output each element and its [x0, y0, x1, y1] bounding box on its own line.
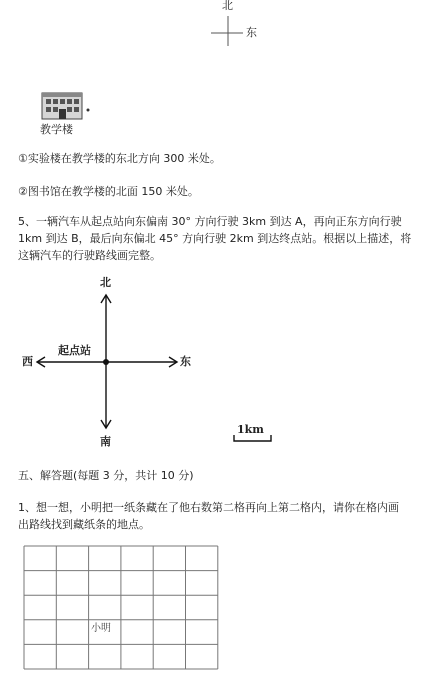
question5-line-3: 这辆汽车的行驶路线画完整。 [18, 249, 161, 262]
origin-label: 起点站 [58, 344, 91, 357]
building-label: 教学楼 [40, 123, 73, 136]
section-title: 五、解答题(每题 3 分，共计 10 分) [18, 469, 194, 482]
map-question-line-2: 出路线找到藏纸条的地点。 [18, 518, 150, 531]
statement-2: ②图书馆在教学楼的北面 150 米处。 [18, 185, 199, 198]
map-question-line-1: 1、想一想，小明把一纸条藏在了他右数第二格再向上第二格内，请你在格内画 [18, 501, 399, 514]
compass-south-label: 南 [100, 435, 111, 448]
origin-point [103, 359, 109, 365]
compass-west-label: 西 [22, 355, 33, 368]
statement-1: ①实验楼在教学楼的东北方向 300 米处。 [18, 152, 221, 165]
top-east-label: 东 [246, 26, 257, 39]
west-arrowhead [37, 357, 45, 367]
grid-label-xiaoming: 小明 [91, 623, 111, 634]
north-arrowhead [101, 295, 111, 303]
top-north-label: 北 [222, 0, 233, 12]
scale-label: 1km [237, 423, 264, 436]
question5-line-1: 5、一辆汽车从起点站向东偏南 30° 方向行驶 3km 到达 A，再向正东方向行驶 [18, 215, 402, 228]
question5-line-2: 1km 到达 B，最后向东偏北 45° 方向行驶 2km 到达终点站。根据以上描述，将 [18, 232, 412, 245]
compass-east-label: 东 [180, 355, 191, 368]
east-arrowhead [169, 357, 177, 367]
south-arrowhead [101, 420, 111, 428]
compass-north-label: 北 [100, 276, 111, 289]
